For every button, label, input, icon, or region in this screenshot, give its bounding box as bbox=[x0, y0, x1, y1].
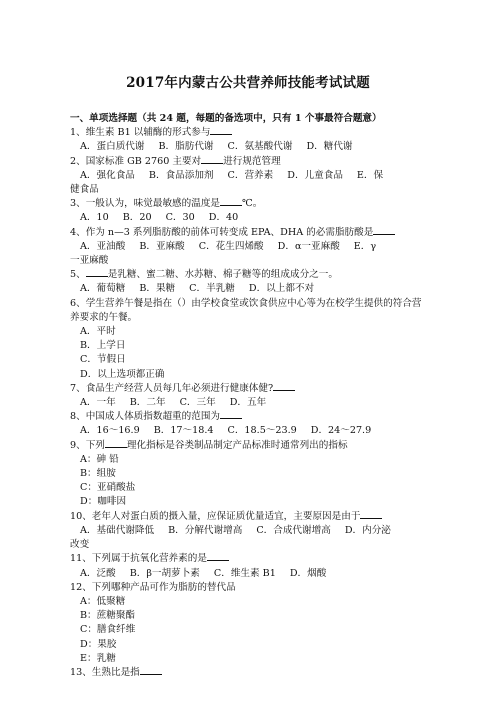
option: D．糖代谢 bbox=[306, 141, 353, 153]
question-stem: 9、下列 理化指标是谷类制品制定产品标准时通常列出的指标 bbox=[70, 439, 348, 451]
option-continuation: 健食品 bbox=[70, 184, 99, 196]
answer-blank bbox=[220, 197, 242, 206]
option: A．10 bbox=[80, 212, 109, 224]
option: C．18.5～23.9 bbox=[227, 425, 297, 437]
option: E：乳糖 bbox=[80, 652, 116, 664]
option: B．17～18.4 bbox=[153, 425, 214, 437]
option-row bbox=[70, 240, 430, 254]
option: C．30 bbox=[165, 212, 195, 224]
question-stem: 7、食品生产经营人员每几年必须进行健康体健? bbox=[70, 382, 430, 396]
option: D．五年 bbox=[229, 397, 267, 409]
option-continuation: 一亚麻酸 bbox=[70, 255, 109, 267]
question-stem: 2、国家标准 GB 2760 主要对 进行规范管理 bbox=[70, 155, 281, 167]
option: D．α一亚麻酸 bbox=[277, 240, 340, 252]
option: C．营养素 bbox=[227, 169, 274, 181]
option: B：蔗糖聚酯 bbox=[80, 610, 136, 622]
option: D．24～27.9 bbox=[310, 425, 372, 437]
option: B．β一胡萝卜素 bbox=[129, 567, 200, 579]
answer-blank bbox=[210, 126, 232, 135]
option-row bbox=[70, 140, 430, 154]
option: A．一年 bbox=[80, 397, 116, 409]
option: D．40 bbox=[208, 212, 239, 224]
option-continuation: 改变 bbox=[70, 539, 90, 551]
answer-blank bbox=[220, 410, 242, 419]
option: A．蛋白质代谢 bbox=[80, 141, 145, 153]
option: A．平时 bbox=[80, 326, 116, 338]
option: E．保 bbox=[356, 169, 384, 181]
question-stem: 4、作为 n—3 系列脂肪酸的前体可转变成 EPA、DHA 的必需脂肪酸是 bbox=[70, 226, 430, 240]
question-stem: 5、 是乳糖、蜜二糖、水苏糖、棉子糖等的组成成分之一。 bbox=[70, 269, 338, 281]
option: B．分解代谢增高 bbox=[168, 524, 243, 536]
option: C．三年 bbox=[179, 397, 216, 409]
exam-body bbox=[70, 112, 430, 680]
question-stem: 12、下列哪种产品可作为脂肪的替代品 bbox=[70, 581, 236, 593]
option: C．合成代谢增高 bbox=[256, 524, 331, 536]
option-row bbox=[70, 524, 430, 538]
answer-blank bbox=[140, 666, 162, 675]
option: A：低聚糖 bbox=[80, 595, 126, 607]
option: C．花生四烯酸 bbox=[198, 240, 264, 252]
option: C．半乳糖 bbox=[189, 283, 235, 295]
section-heading: 一、单项选择题（共 24 题，每题的备选项中，只有 1 个事最符合题意） bbox=[70, 113, 382, 124]
option: D．以上选项都正确 bbox=[80, 368, 165, 380]
answer-blank bbox=[207, 552, 229, 561]
option: A．亚油酸 bbox=[80, 240, 126, 252]
option: A．基础代谢降低 bbox=[80, 524, 155, 536]
option: B．二年 bbox=[129, 397, 166, 409]
question-stem: 13、生熟比是指 bbox=[70, 666, 430, 680]
option: A：砷 铅 bbox=[80, 453, 119, 465]
document-title: 2017年内蒙古公共营养师技能考试试题 bbox=[126, 75, 370, 91]
answer-blank bbox=[86, 268, 108, 277]
option-row bbox=[70, 211, 430, 225]
option: B．食品添加剂 bbox=[148, 169, 214, 181]
question-stem: 10、老年人对蛋白质的摄入量，应保证质优量适宜，主要原因是由于 bbox=[70, 510, 430, 524]
option: D：果胶 bbox=[80, 638, 117, 650]
option: A．强化食品 bbox=[80, 169, 135, 181]
option: D．烟酸 bbox=[289, 567, 327, 579]
option: C：膳食纤维 bbox=[80, 624, 136, 636]
option-row bbox=[70, 396, 430, 410]
option: B．亚麻酸 bbox=[139, 240, 185, 252]
option: A．16～16.9 bbox=[80, 425, 140, 437]
answer-blank bbox=[105, 439, 127, 448]
option: C．节假日 bbox=[80, 354, 126, 366]
option: B：组胺 bbox=[80, 468, 116, 480]
option: C：亚硝酸盐 bbox=[80, 482, 136, 494]
question-stem: 1、维生素 B1 以辅酶的形式参与 bbox=[70, 126, 430, 140]
option: D．以上都不对 bbox=[248, 283, 315, 295]
answer-blank bbox=[201, 155, 223, 164]
answer-blank bbox=[273, 382, 295, 391]
option: C．维生素 B1 bbox=[213, 567, 276, 579]
option: B．果糖 bbox=[139, 283, 176, 295]
question-stem: 3、一般认为，味觉最敏感的温度是 ℃。 bbox=[70, 198, 263, 210]
question-stem: 6、学生营养午餐是指在（）由学校食堂或饮食供应中心等为在校学生提供的符合营养要求的午餐。 bbox=[70, 297, 422, 323]
option: B．脂肪代谢 bbox=[158, 141, 214, 153]
option-row bbox=[70, 424, 430, 438]
option-row bbox=[70, 169, 430, 183]
option: B．上学日 bbox=[80, 340, 126, 352]
answer-blank bbox=[373, 226, 395, 235]
option: D．儿童食品 bbox=[287, 169, 343, 181]
answer-blank bbox=[360, 510, 382, 519]
question-stem: 11、下列属于抗氧化营养素的是 bbox=[70, 552, 430, 566]
option: B．20 bbox=[122, 212, 152, 224]
option: E．γ bbox=[353, 240, 377, 252]
question-stem: 8、中国成人体质指数超重的范围为 bbox=[70, 410, 430, 424]
option: D．内分泌 bbox=[344, 524, 391, 536]
option: C．氨基酸代谢 bbox=[227, 141, 293, 153]
option-row bbox=[70, 567, 430, 581]
option: A．葡萄糖 bbox=[80, 283, 126, 295]
option: A．泛酸 bbox=[80, 567, 116, 579]
option-row bbox=[70, 282, 430, 296]
option: D：咖啡因 bbox=[80, 496, 127, 508]
